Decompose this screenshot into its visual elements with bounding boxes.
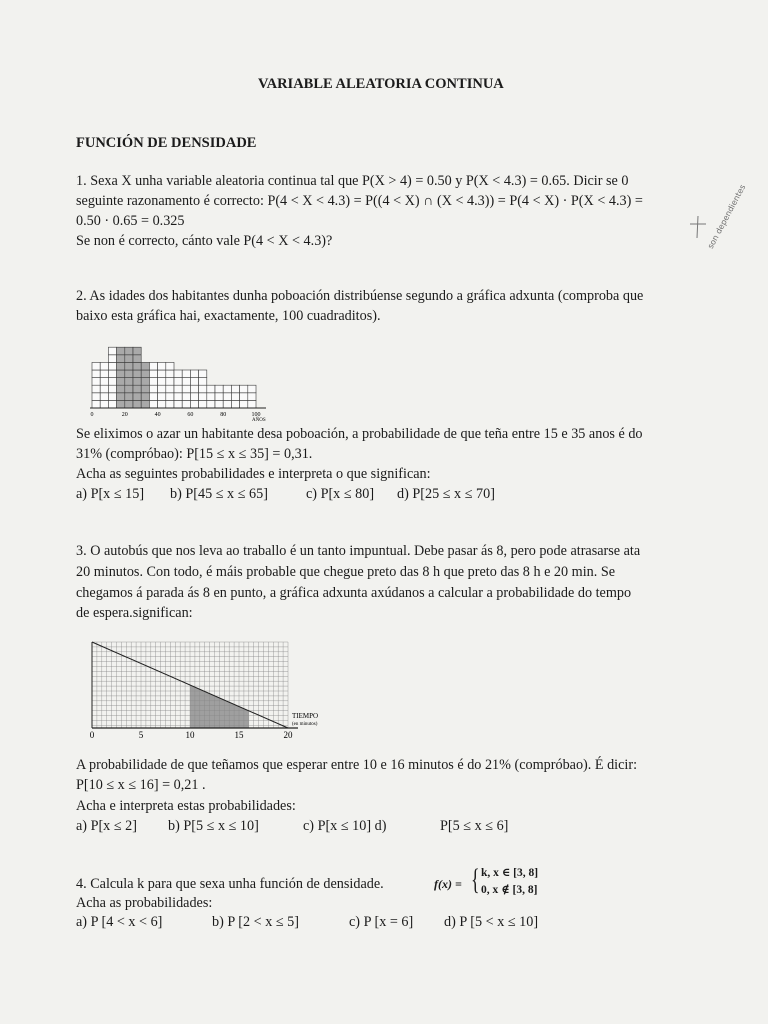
q4-item-b: b) P [2 < x ≤ 5] [212,914,299,930]
histogram-cell [158,385,166,393]
histogram-cell [199,385,207,393]
density-case-2: 0, x ∉ [3, 8] [481,884,538,896]
histogram-cell [117,393,125,401]
histogram-tick-label: 60 [187,412,194,418]
histogram-cell [207,385,215,393]
histogram-cell [125,362,133,370]
histogram-cell [190,378,198,386]
triangle-grid [92,642,298,728]
triangle-tick-label: 15 [234,730,244,740]
histogram-cell [215,385,223,393]
histogram-cell [117,347,125,355]
histogram-cell [108,347,116,355]
histogram-tick-label: 80 [220,412,227,418]
histogram-cell [125,400,133,408]
section-heading: FUNCIÓN DE DENSIDADE [76,135,257,151]
histogram-cell [223,385,231,393]
histogram-cell [92,400,100,408]
handwritten-cross-mark [684,212,714,242]
q1-line-1: 1. Sexa X unha variable aleatoria continua tal que P(X > 4) = 0.50 y P(X < 4.3) = 0.65. Dicir se 0 [76,173,629,189]
q4-item-c: c) P [x = 6] [349,914,414,930]
histogram-cell [141,378,149,386]
histogram-cell [133,378,141,386]
histogram-cell [133,385,141,393]
histogram-cell [141,400,149,408]
histogram-cell [117,362,125,370]
histogram-cell [149,400,157,408]
histogram-cell [231,385,239,393]
histogram-cell [215,400,223,408]
histogram-cell [125,355,133,363]
q2-item-d: d) P[25 ≤ x ≤ 70] [397,486,495,502]
histogram-cell [182,393,190,401]
histogram-cell [125,393,133,401]
q1-line-4: Se non é correcto, cánto vale P(4 < X < 4.3)? [76,233,333,249]
histogram-cell [240,400,248,408]
histogram-cell [117,378,125,386]
histogram-cell [190,385,198,393]
histogram-cell [223,400,231,408]
q3-item-d: P[5 ≤ x ≤ 6] [440,818,509,834]
histogram-cell [248,393,256,401]
histogram-cell [158,378,166,386]
histogram-cell [231,400,239,408]
triangle-axis-label: TIEMPO [292,712,319,720]
histogram-cell [240,385,248,393]
histogram-cell [133,362,141,370]
q2-item-c: c) P[x ≤ 80] [306,486,375,502]
histogram-cell [100,385,108,393]
histogram-cell [100,370,108,378]
histogram-cell [166,370,174,378]
q2-line-2: baixo esta gráfica hai, exactamente, 100 cuadraditos). [76,308,381,324]
histogram-cell [158,370,166,378]
histogram-cell [149,370,157,378]
histogram-cell [108,400,116,408]
histogram-cell [92,393,100,401]
q4-item-a: a) P [4 < x < 6] [76,914,163,930]
histogram-cell [92,362,100,370]
histogram-tick-label: 20 [121,412,128,418]
histogram-grid [92,347,256,408]
triangle-tick-label: 10 [185,730,195,740]
q4-item-d: d) P [5 < x ≤ 10] [444,914,539,930]
histogram-cell [100,400,108,408]
q2-line-5: Acha as seguintes probabilidades e interpreta o que significan: [76,466,431,482]
histogram-tick-label: 0 [90,412,94,418]
histogram-cell [207,393,215,401]
histogram-cell [174,400,182,408]
histogram-cell [182,370,190,378]
q4-line-1: 4. Calcula k para que sexa unha función de densidade. [76,876,384,892]
histogram-cell [149,378,157,386]
histogram-cell [190,393,198,401]
histogram-cell [199,378,207,386]
triangle-axis-sublabel: (en minutos) [292,722,318,727]
q2-line-4: 31% (compróbao): P[15 ≤ x ≤ 35] = 0,31. [76,446,313,462]
histogram-cell [108,378,116,386]
histogram-cell [108,385,116,393]
histogram-cell [215,393,223,401]
page-title: VARIABLE ALEATORIA CONTINUA [258,76,504,92]
q2-item-b: b) P[45 ≤ x ≤ 65] [170,486,268,502]
histogram-cell [174,385,182,393]
density-function-label: f(x) = [434,877,462,891]
q2-item-a: a) P[x ≤ 15] [76,486,145,502]
histogram-cell [133,370,141,378]
q2-line-3: Se eliximos o azar un habitante desa poboación, a probabilidade de que teña entre 15 e 35 anos é do [76,426,643,442]
histogram-cell [141,385,149,393]
histogram-cell [100,393,108,401]
histogram-cell [117,370,125,378]
histogram-cell [117,400,125,408]
triangle-tick-label: 0 [89,730,95,740]
histogram-cell [158,393,166,401]
histogram-cell [182,385,190,393]
histogram-cell [207,400,215,408]
q3-line-1: 3. O autobús que nos leva ao traballo é un tanto impuntual. Debe pasar ás 8, pero pode atrasarse ata [76,543,641,559]
histogram-cell [182,400,190,408]
histogram-cell [141,370,149,378]
histogram-cell [125,378,133,386]
q3-line-4: de espera.significan: [76,605,193,621]
histogram-cell [174,370,182,378]
histogram-cell [166,400,174,408]
q3-line-6: P[10 ≤ x ≤ 16] = 0,21 . [76,777,206,793]
case-brace: { [471,863,480,896]
histogram-cell [108,355,116,363]
q3-item-b: b) P[5 ≤ x ≤ 10] [168,818,259,834]
histogram-cell [125,370,133,378]
q3-line-2: 20 minutos. Con todo, é máis probable que chegue preto das 8 h que preto das 8 h e 20 min. Se [76,564,616,580]
histogram-cell [100,362,108,370]
histogram-cell [190,370,198,378]
q4-line-2: Acha as probabilidades: [76,895,213,911]
histogram-cell [149,362,157,370]
histogram-cell [92,378,100,386]
histogram-tick-label: 100 [251,412,261,418]
triangle-tick-label: 5 [138,730,144,740]
histogram-tick-label: 40 [154,412,161,418]
histogram-cell [174,378,182,386]
histogram-cell [125,347,133,355]
q3-item-a: a) P[x ≤ 2] [76,818,137,834]
triangle-tick-labels [90,730,293,740]
histogram-cell [100,378,108,386]
age-histogram [82,326,282,422]
q1-line-3: 0.50 · 0.65 = 0.325 [76,213,185,229]
histogram-cell [182,378,190,386]
histogram-cell [117,355,125,363]
histogram-cell [223,393,231,401]
q1-line-2: seguinte razonamento é correcto: P(4 < X < 4.3) = P((4 < X) ∩ (X < 4.3)) = P(4 < X) · P(X < 4.3) = [76,193,643,209]
histogram-cell [158,362,166,370]
q2-line-1: 2. As idades dos habitantes dunha poboación distribúense segundo a gráfica adxunta (comproba que [76,288,644,304]
histogram-cell [92,385,100,393]
histogram-cell [174,393,182,401]
histogram-cell [240,393,248,401]
histogram-cell [166,385,174,393]
histogram-cell [199,400,207,408]
histogram-cell [231,393,239,401]
waiting-time-triangle-chart [82,634,332,744]
q3-item-c: c) P[x ≤ 10] d) [303,818,387,834]
histogram-cell [166,362,174,370]
histogram-cell [108,362,116,370]
histogram-cell [149,393,157,401]
histogram-cell [248,385,256,393]
histogram-cell [108,393,116,401]
histogram-axis-unit: AÑOS [252,418,266,422]
histogram-cell [117,385,125,393]
histogram-tick-labels [91,412,261,418]
q3-line-5: A probabilidade de que teñamos que esperar entre 10 e 16 minutos é do 21% (compróbao). É dicir: [76,757,638,773]
histogram-cell [190,400,198,408]
histogram-cell [133,355,141,363]
histogram-cell [133,347,141,355]
histogram-cell [248,400,256,408]
histogram-cell [158,400,166,408]
q3-line-7: Acha e interpreta estas probabilidades: [76,798,296,814]
histogram-cell [141,393,149,401]
histogram-cell [108,370,116,378]
histogram-cell [199,393,207,401]
histogram-cell [133,400,141,408]
density-case-1: k, x ∈ [3, 8] [481,867,539,879]
histogram-cell [133,393,141,401]
triangle-tick-label: 20 [283,730,293,740]
histogram-cell [149,385,157,393]
histogram-cell [92,370,100,378]
q3-line-3: chegamos á parada ás 8 en punto, a gráfica adxunta axúdanos a calcular a probabilidade do tempo [76,585,632,601]
histogram-cell [166,393,174,401]
histogram-cell [199,370,207,378]
histogram-cell [125,385,133,393]
histogram-cell [141,362,149,370]
handwritten-note: son dependientes [706,183,748,251]
histogram-cell [166,378,174,386]
